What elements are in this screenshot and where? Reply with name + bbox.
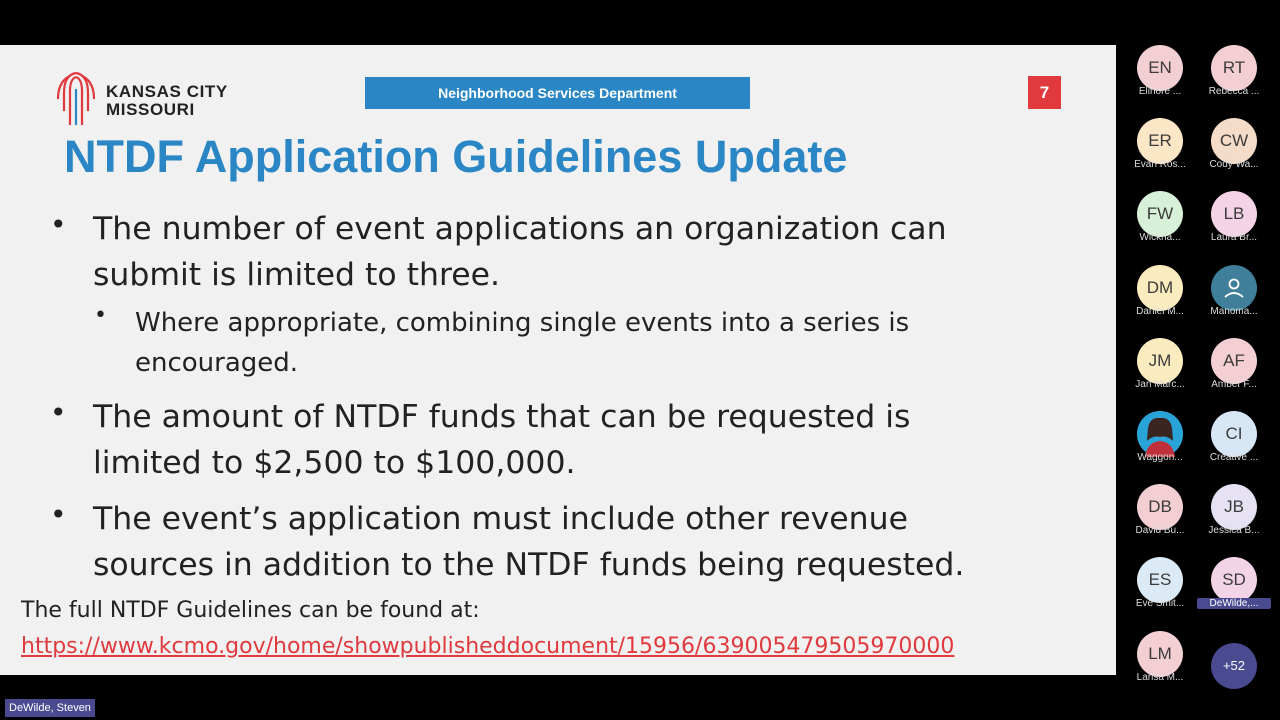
presentation-slide bbox=[0, 45, 1116, 675]
participant-name: Rebecca ... bbox=[1208, 86, 1260, 97]
bullet-1-line-1: The number of event applications an organization can bbox=[93, 211, 947, 247]
participant-tile[interactable] bbox=[1197, 45, 1269, 115]
more-participants-button[interactable]: +52 bbox=[1211, 643, 1257, 689]
avatar: LM bbox=[1137, 631, 1183, 677]
participant-name: David Bu... bbox=[1135, 525, 1185, 537]
participant-name: Laura Br... bbox=[1210, 232, 1258, 244]
guidelines-link[interactable]: https://www.kcmo.gov/home/showpublisheddocument/15956/639005479505970000 bbox=[21, 634, 955, 659]
logo-line-2: MISSOURI bbox=[106, 100, 195, 119]
participant-name: Jan Marc... bbox=[1135, 378, 1185, 390]
participant-tile[interactable] bbox=[1197, 484, 1269, 554]
avatar: EN bbox=[1137, 45, 1183, 91]
avatar: CI bbox=[1211, 411, 1257, 457]
avatar: JM bbox=[1137, 338, 1183, 384]
bullet-2-line-1: The amount of NTDF funds that can be requested is bbox=[93, 399, 911, 435]
avatar: ES bbox=[1137, 557, 1183, 603]
bullet-3-line-2: sources in addition to the NTDF funds being requested. bbox=[93, 547, 965, 583]
participant-tile[interactable] bbox=[1197, 338, 1269, 408]
bullet-3-line-1: The event’s application must include other revenue bbox=[93, 501, 908, 537]
participant-tile[interactable] bbox=[1123, 484, 1195, 554]
sub-bullet-marker: • bbox=[94, 303, 107, 328]
kcmo-logo bbox=[55, 71, 255, 129]
participant-tile[interactable] bbox=[1197, 411, 1269, 481]
participant-tile[interactable] bbox=[1123, 338, 1195, 408]
avatar: AF bbox=[1211, 338, 1257, 384]
participant-tile[interactable] bbox=[1123, 191, 1195, 261]
sub-bullet-1-line-2: encouraged. bbox=[135, 348, 299, 378]
participant-tile[interactable] bbox=[1123, 557, 1195, 627]
department-banner: Neighborhood Services Department bbox=[365, 77, 750, 109]
participant-tile[interactable] bbox=[1197, 557, 1269, 627]
avatar: JB bbox=[1211, 484, 1257, 530]
participant-tile[interactable] bbox=[1197, 265, 1269, 335]
bullet-marker: • bbox=[50, 208, 67, 241]
participant-name: Wickha... bbox=[1139, 232, 1181, 244]
participant-name: Evan Ros... bbox=[1134, 159, 1186, 171]
participant-name: Larisa M... bbox=[1136, 671, 1184, 683]
bullet-1-line-2: submit is limited to three. bbox=[93, 257, 501, 293]
person-icon bbox=[1211, 265, 1257, 311]
participant-name: Jessica B... bbox=[1208, 525, 1260, 537]
guidelines-label: The full NTDF Guidelines can be found at: bbox=[21, 598, 480, 623]
participant-tile[interactable] bbox=[1197, 118, 1269, 188]
participant-tile[interactable] bbox=[1123, 265, 1195, 335]
participant-name: Creative ... bbox=[1209, 452, 1259, 463]
participant-gallery bbox=[1116, 45, 1280, 685]
avatar: FW bbox=[1137, 191, 1183, 237]
participant-tile[interactable] bbox=[1123, 411, 1195, 481]
participant-name: Daniel M... bbox=[1136, 305, 1184, 317]
participant-name: DeWilde,... bbox=[1197, 598, 1271, 609]
bullet-2-line-2: limited to $2,500 to $100,000. bbox=[93, 445, 576, 481]
participant-name: Amber F... bbox=[1211, 378, 1257, 390]
participant-tile[interactable] bbox=[1197, 191, 1269, 261]
bullet-marker: • bbox=[50, 498, 67, 531]
participant-name: Waggon... bbox=[1137, 452, 1183, 463]
participant-name: Elinore ... bbox=[1138, 86, 1182, 97]
avatar: LB bbox=[1211, 191, 1257, 237]
logo-line-1: KANSAS CITY bbox=[106, 82, 228, 101]
participant-tile[interactable] bbox=[1123, 631, 1195, 701]
avatar bbox=[1137, 411, 1183, 457]
avatar: DB bbox=[1137, 484, 1183, 530]
avatar: CW bbox=[1211, 118, 1257, 164]
avatar: RT bbox=[1211, 45, 1257, 91]
logo-wordmark bbox=[106, 83, 228, 119]
avatar: DM bbox=[1137, 265, 1183, 311]
sub-bullet-1-line-1: Where appropriate, combining single events into a series is bbox=[135, 308, 910, 338]
participant-name: Cody Wa... bbox=[1209, 159, 1259, 171]
slide-title: NTDF Application Guidelines Update bbox=[64, 131, 848, 182]
participant-tile[interactable] bbox=[1123, 45, 1195, 115]
slide-number-badge: 7 bbox=[1028, 76, 1061, 109]
participant-name: Manoma... bbox=[1210, 305, 1258, 317]
avatar: ER bbox=[1137, 118, 1183, 164]
participant-tile[interactable] bbox=[1197, 631, 1269, 701]
participant-tile[interactable] bbox=[1123, 118, 1195, 188]
participant-name: Eve Smit... bbox=[1135, 598, 1185, 610]
active-speaker-label: DeWilde, Steven bbox=[5, 699, 95, 717]
avatar: SD bbox=[1211, 557, 1257, 603]
bullet-marker: • bbox=[50, 396, 67, 429]
fountain-logo-icon bbox=[55, 71, 97, 127]
